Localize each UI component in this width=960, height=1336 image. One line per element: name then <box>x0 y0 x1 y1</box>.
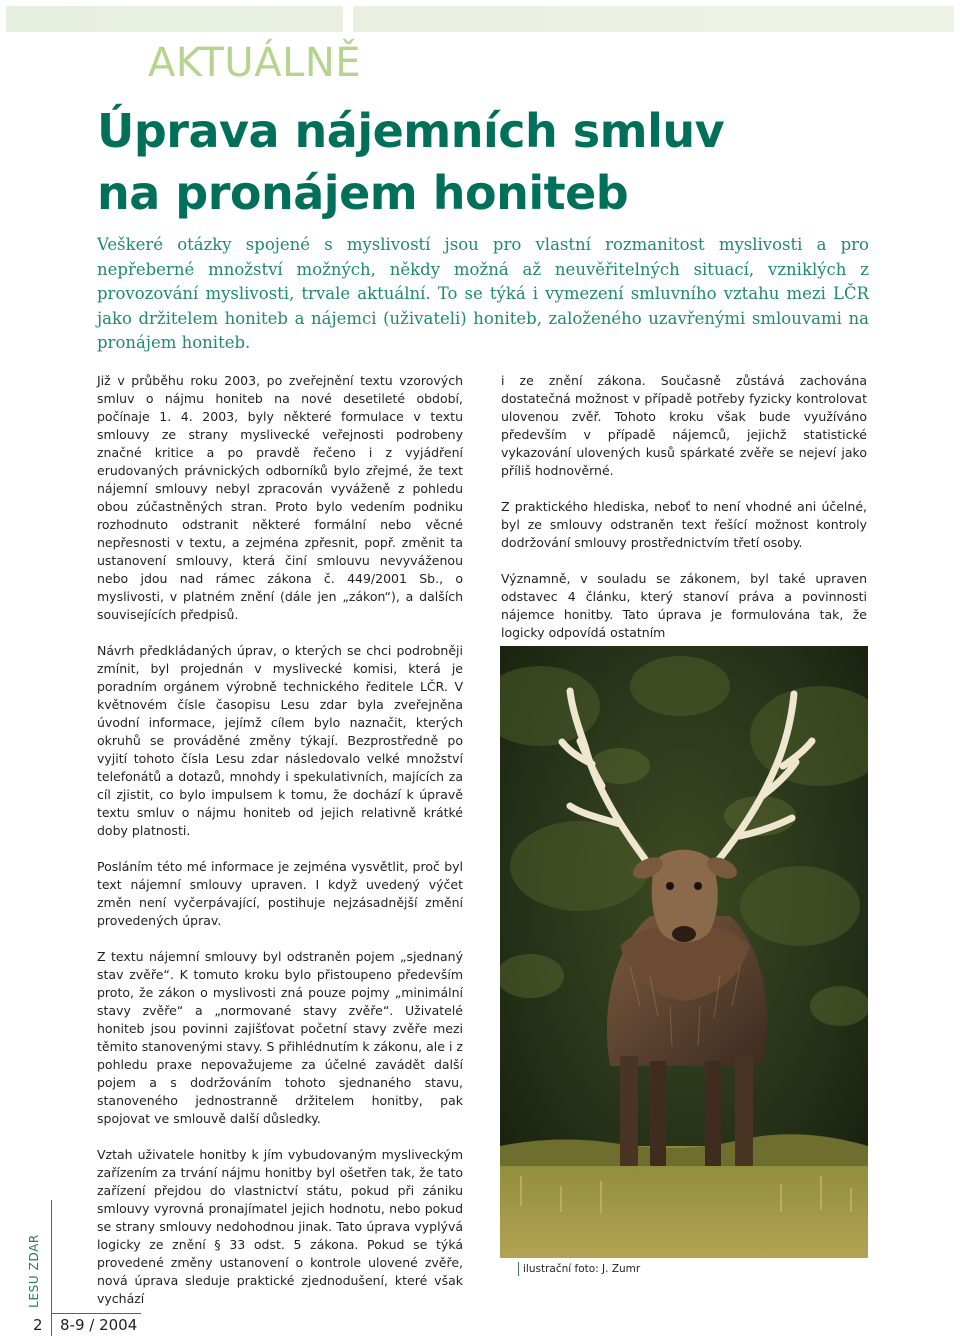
paragraph: Vztah uživatele honitby k jím vybudovaným mysliveckým zařízením za trvání nájmu honitby byl ošetřen tak, že tato zařízení přejdou do vlastnictví státu, pokud při zániku smlouvy vyrovná pronajímatel jejich hodnotu, nebo pokud se strany smlouvy nedohodnou jinak. Tato úprava vyplývá logicky ze znění § 33 odst. 5 zákona. Pokud se týká provedené změny ustanovení o kontrole ulovené zvěře, nová úprava sleduje praktické zjednodušení, které však vychází <box>97 1147 463 1306</box>
title-line-2: na pronájem honiteb <box>97 166 629 220</box>
article-title <box>97 100 937 224</box>
red-deer-stag-illustration <box>500 646 868 1258</box>
paragraph: Z praktického hlediska, neboť to není vhodné ani účelné, byl ze smlouvy odstraněn text řešící možnost kontroly dodržování smlouvy prostřednictvím třetí osoby. <box>501 499 867 550</box>
section-kicker: AKTUÁLNĚ <box>148 40 362 86</box>
magazine-brand-vertical <box>26 1234 42 1308</box>
article-lead: Veškeré otázky spojené s myslivostí jsou pro vlastní rozmanitost myslivosti a pro nepřeberné množství možných, někdy možná až neuvěřitelných situací, vzniklých z provozování myslivosti, trvale aktuální. To se týká i vymezení smluvního vztahu mezi LČR jako držitelem honiteb a nájemci (uživateli) honiteb, založeného uzavřenými smlouvami na pronájem honiteb. <box>97 235 869 352</box>
page-number: 2 <box>33 1316 43 1334</box>
paragraph: Významně, v souladu se zákonem, byl také upraven odstavec 4 článku, který stanoví práva a povinnosti nájemce honitby. Tato úprava je formulována tak, že logicky odpovídá ostatním <box>501 571 867 640</box>
horizontal-rule <box>51 1313 141 1314</box>
text-column-right <box>501 372 867 660</box>
top-band-gap <box>343 6 353 32</box>
paragraph: Z textu nájemní smlouvy byl odstraněn pojem „sjednaný stav zvěře“. K tomuto kroku bylo přistoupeno především proto, že zákon o myslivosti zná pouze pojmy „minimální stavy zvěře“ a „normované stavy zvěře“. Uživatelé honiteb jsou povinni zajišťovat početní stavy zvěře mezi těmito stanovenými stavy. S přihlédnutím k zákonu, ale i z pohledu praxe nepovažujeme za účelné zavádět další pojem a s dodržováním tohoto sjednaného stavu, stanoveného jednostranně držitelem honitby, pak spojovat ve smlouvě další důsledky. <box>97 949 463 1126</box>
paragraph: Posláním této mé informace je zejména vysvětlit, proč byl text nájemní smlouvy upraven. I když uvedený výčet změn není vyčerpávající, postihuje nejzásadnější změní provedených úprav. <box>97 859 463 928</box>
brand-text: LESU ZDAR <box>27 1234 41 1308</box>
paragraph: i ze znění zákona. Současně zůstává zachována dostatečná možnost v případě potřeby fyzicky kontrolovat ulovenou zvěř. Tohoto kroku však bude využíváno především v případě nájemců, jejichž statistické vykazování ulovených kusů spárkaté zvěře se nejeví jako příliš hodnověrné. <box>501 373 867 478</box>
title-line-1: Úprava nájemních smluv <box>97 104 725 158</box>
vertical-rule <box>51 1200 52 1336</box>
top-band <box>6 6 954 32</box>
photo-caption: ilustrační foto: J. Zumr <box>518 1262 640 1276</box>
paragraph: Již v průběhu roku 2003, po zveřejnění textu vzorových smluv o nájmu honiteb na nové desetileté období, počínaje 1. 4. 2003, byly některé formulace v textu smlouvy ze strany myslivecké veřejnosti podrobeny značné kritice a po pravdě řečeno i z vyjádření erudovaných právnických odborníků bylo zřejmé, že text nájemní smlouvy nebyl zpracován vyváženě z pohledu obou zúčastněných stran. Proto bylo vedením podniku rozhodnuto odstranit některé formální nebo věcné nepřesnosti v textu, a zejména zpřesnit, popř. změnit ta ustanovení smlouvy, která činí smlouvu nevyváženou nebo jdou nad rámec zákona č. 449/2001 Sb., o myslivosti, v platném znění (dále jen „zákon“), a dalších souvisejících předpisů. <box>97 373 463 622</box>
paragraph: Návrh předkládaných úprav, o kterých se chci podrobněji zmínit, byl projednán v myslivecké komisi, která je poradním orgánem výrobně technického ředitele LČR. V květnovém čísle časopisu Lesu zdar byla zveřejněna úvodní informace, jejímž cílem bylo naznačit, kterých okruhů se prováděné změny týkají. Bezprostředně po vyjití tohoto čísla Lesu zdar následovalo velké množství telefonátů a dotazů, mnohdy i spekulativních, majících za cíl zjistit, co bylo impulsem k tomu, že dochází k úpravě textu smluv o nájmu honiteb od jejich relativně krátké doby platnosti. <box>97 643 463 838</box>
text-column-left <box>97 372 463 1326</box>
issue-number: 8-9 / 2004 <box>60 1316 138 1334</box>
deer-photo <box>500 646 868 1258</box>
